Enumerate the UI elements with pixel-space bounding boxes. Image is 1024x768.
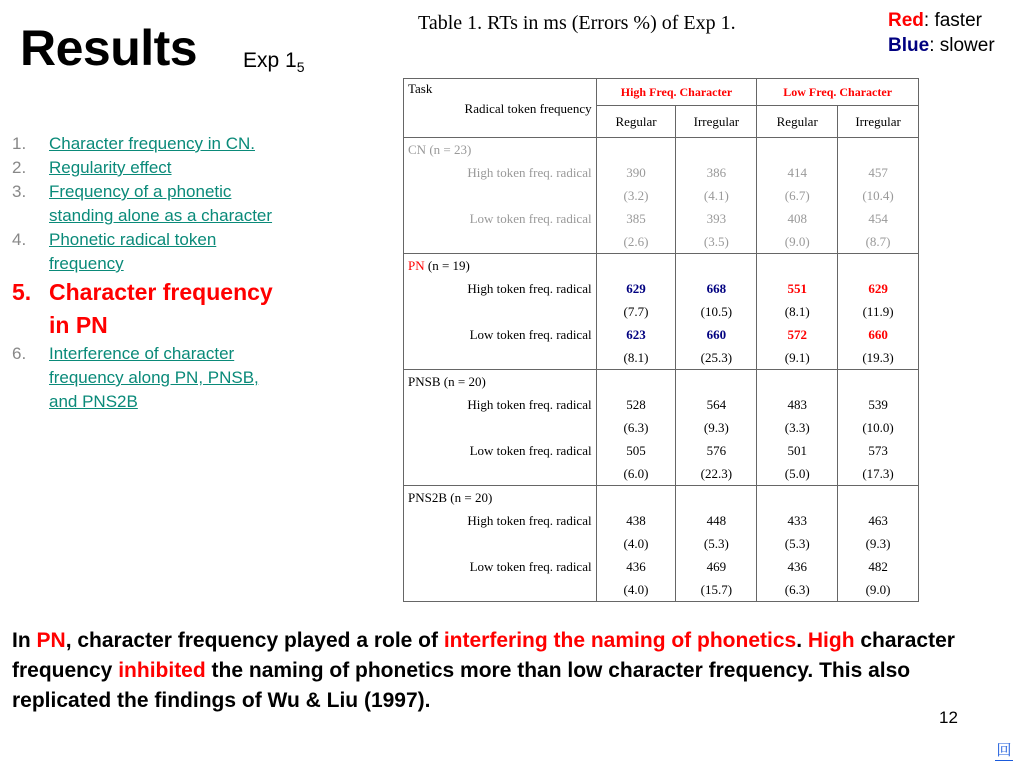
summary-highlight: inhibited (118, 659, 206, 682)
data-column (676, 254, 757, 370)
rt-value: 393 (706, 211, 727, 226)
slide-subtitle (243, 48, 305, 80)
slide-title: Results (20, 20, 198, 76)
row-label-high: High token freq. radical (467, 397, 592, 412)
rt-value: 668 (706, 281, 727, 296)
outline-link[interactable]: Phonetic radical token frequency (49, 230, 217, 273)
summary-text: . (796, 629, 808, 652)
page-number: 12 (939, 708, 958, 727)
block-n: (n = 23) (426, 142, 472, 157)
rt-value: 528 (626, 397, 646, 412)
data-column (596, 254, 676, 370)
data-column (596, 370, 676, 486)
column-header: Regular (757, 106, 838, 138)
outline-item-4[interactable] (12, 228, 274, 276)
summary-highlight: interfering the naming of phonetics (443, 629, 797, 652)
outline-number: 2. (12, 158, 27, 177)
rt-value: 408 (787, 211, 807, 226)
error-value: (4.1) (703, 188, 729, 203)
block-label-cell (404, 370, 597, 486)
error-value: (25.3) (700, 350, 733, 365)
outline-link[interactable]: Regularity effect (49, 158, 172, 177)
error-value: (3.5) (703, 234, 729, 249)
summary-text: the naming of phonetics more than low character frequency. This also replicated the findings of Wu & Liu (1997). (12, 659, 911, 712)
radical-label: Radical token frequency (464, 101, 592, 116)
error-value: (10.5) (700, 304, 733, 319)
outline-item-2[interactable] (12, 156, 274, 180)
error-value: (8.7) (865, 234, 891, 249)
block-n: (n = 19) (424, 258, 470, 273)
rt-value: 629 (626, 281, 646, 296)
rt-value: 457 (868, 165, 888, 180)
rt-value: 483 (787, 397, 807, 412)
block-label-cell (404, 486, 597, 602)
error-value: (10.4) (862, 188, 894, 203)
rt-value: 660 (868, 327, 888, 342)
error-value: (15.7) (700, 582, 733, 597)
column-header: Irregular (838, 106, 919, 138)
rt-value: 414 (787, 165, 807, 180)
error-value: (9.0) (865, 582, 891, 597)
rt-value: 463 (868, 513, 888, 528)
legend-blue-word: Blue (888, 35, 930, 56)
outline-link[interactable]: Interference of character frequency along PN, PNSB, and PNS2B (49, 344, 259, 411)
block-n: (n = 20) (440, 374, 486, 389)
block-label-cell (404, 254, 597, 370)
rt-value: 386 (706, 165, 727, 180)
error-value: (7.7) (623, 304, 649, 319)
data-column (676, 486, 757, 602)
row-label-high: High token freq. radical (467, 513, 592, 528)
summary-text: In (12, 629, 37, 652)
error-value: (2.6) (623, 234, 649, 249)
block-name: PN (408, 258, 425, 273)
error-value: (4.0) (623, 536, 649, 551)
block-heading (408, 370, 592, 393)
summary-highlight: PN (36, 629, 66, 652)
outline-number: 4. (12, 230, 27, 249)
summary-text: , character frequency played a role of (65, 629, 444, 652)
error-value: (6.3) (784, 582, 810, 597)
data-column (676, 138, 757, 254)
results-table (403, 78, 919, 602)
outline-number: 3. (12, 182, 27, 201)
block-name: PNSB (408, 374, 441, 389)
outline-item-6[interactable] (12, 342, 274, 414)
block-name: CN (408, 142, 427, 157)
outline-number: 6. (12, 344, 27, 363)
rt-value: 454 (868, 211, 888, 226)
legend-red-rest: : faster (923, 10, 982, 31)
error-value: (9.3) (703, 420, 729, 435)
outline-number: 5. (12, 279, 32, 305)
block-heading (408, 138, 592, 161)
column-header: Irregular (676, 106, 757, 138)
rt-value: 576 (706, 443, 727, 458)
data-column (757, 370, 838, 486)
row-label-low: Low token freq. radical (469, 211, 592, 226)
table-block-pnsb (404, 370, 919, 486)
rt-value: 539 (868, 397, 888, 412)
rt-value: 623 (626, 327, 646, 342)
row-label-low: Low token freq. radical (469, 559, 592, 574)
subtitle-subscript: 5 (296, 59, 305, 75)
task-label: Task (408, 81, 433, 96)
summary-paragraph (12, 626, 962, 716)
column-group-low: Low Freq. Character (757, 79, 919, 106)
legend-blue-rest: : slower (929, 35, 995, 56)
outline-item-3[interactable] (12, 180, 274, 228)
outline-link[interactable]: Frequency of a phonetic standing alone as a character (49, 182, 273, 225)
outline-item-1[interactable] (12, 132, 274, 156)
row-label-high: High token freq. radical (467, 165, 592, 180)
home-icon[interactable]: 回 (996, 742, 1012, 759)
rt-value: 436 (787, 559, 807, 574)
outline-item-5-current (12, 276, 274, 342)
block-label-cell (404, 138, 597, 254)
task-header-cell (404, 79, 597, 138)
data-column (838, 254, 919, 370)
error-value: (4.0) (623, 582, 649, 597)
rt-value: 551 (787, 281, 807, 296)
error-value: (6.7) (784, 188, 810, 203)
outline-list (12, 132, 274, 414)
table-block-pn (404, 254, 919, 370)
error-value: (9.1) (784, 350, 810, 365)
error-value: (22.3) (700, 466, 733, 481)
legend-red-word: Red (888, 10, 924, 31)
error-value: (3.2) (623, 188, 649, 203)
rt-value: 505 (626, 443, 646, 458)
summary-text: character frequency (12, 629, 955, 682)
color-legend (888, 8, 995, 58)
data-column (838, 138, 919, 254)
outline-link[interactable]: Character frequency in CN. (49, 134, 255, 153)
block-heading (408, 254, 592, 277)
row-label-low: Low token freq. radical (469, 327, 592, 342)
data-column (676, 370, 757, 486)
rt-value: 438 (626, 513, 646, 528)
rt-value: 629 (868, 281, 888, 296)
error-value: (5.3) (703, 536, 729, 551)
column-group-high: High Freq. Character (596, 79, 757, 106)
error-value: (11.9) (862, 304, 894, 319)
error-value: (17.3) (862, 466, 894, 481)
block-heading (408, 486, 592, 509)
data-column (757, 486, 838, 602)
rt-value: 572 (787, 327, 807, 342)
error-value: (5.3) (784, 536, 810, 551)
error-value: (8.1) (623, 350, 649, 365)
legend-faster (888, 8, 995, 33)
data-column (596, 486, 676, 602)
block-name: PNS2B (408, 490, 448, 505)
error-value: (6.0) (623, 466, 649, 481)
rt-value: 436 (626, 559, 646, 574)
data-column (838, 486, 919, 602)
rt-value: 385 (626, 211, 646, 226)
legend-slower (888, 33, 995, 58)
block-n: (n = 20) (447, 490, 493, 505)
rt-value: 448 (706, 513, 727, 528)
data-column (596, 138, 676, 254)
error-value: (9.3) (865, 536, 891, 551)
error-value: (3.3) (784, 420, 810, 435)
row-label-high: High token freq. radical (467, 281, 592, 296)
error-value: (10.0) (862, 420, 894, 435)
table-caption: Table 1. RTs in ms (Errors %) of Exp 1. (418, 12, 736, 34)
rt-value: 469 (706, 559, 727, 574)
rt-value: 564 (706, 397, 727, 412)
error-value: (8.1) (784, 304, 810, 319)
error-value: (9.0) (784, 234, 810, 249)
rt-value: 501 (787, 443, 807, 458)
error-value: (5.0) (784, 466, 810, 481)
outline-current-text: Character frequency in PN (49, 279, 273, 338)
rt-value: 573 (868, 443, 888, 458)
data-column (838, 370, 919, 486)
data-column (757, 138, 838, 254)
table-block-pns2b (404, 486, 919, 602)
rt-value: 433 (787, 513, 807, 528)
row-label-low: Low token freq. radical (469, 443, 592, 458)
column-header: Regular (596, 106, 676, 138)
table-block-cn (404, 138, 919, 254)
rt-value: 390 (626, 165, 646, 180)
summary-highlight: High (807, 629, 855, 652)
rt-value: 482 (868, 559, 888, 574)
outline-number: 1. (12, 134, 27, 153)
rt-value: 660 (706, 327, 727, 342)
error-value: (6.3) (623, 420, 649, 435)
subtitle-text: Exp 1 (243, 49, 297, 72)
error-value: (19.3) (862, 350, 894, 365)
data-column (757, 254, 838, 370)
